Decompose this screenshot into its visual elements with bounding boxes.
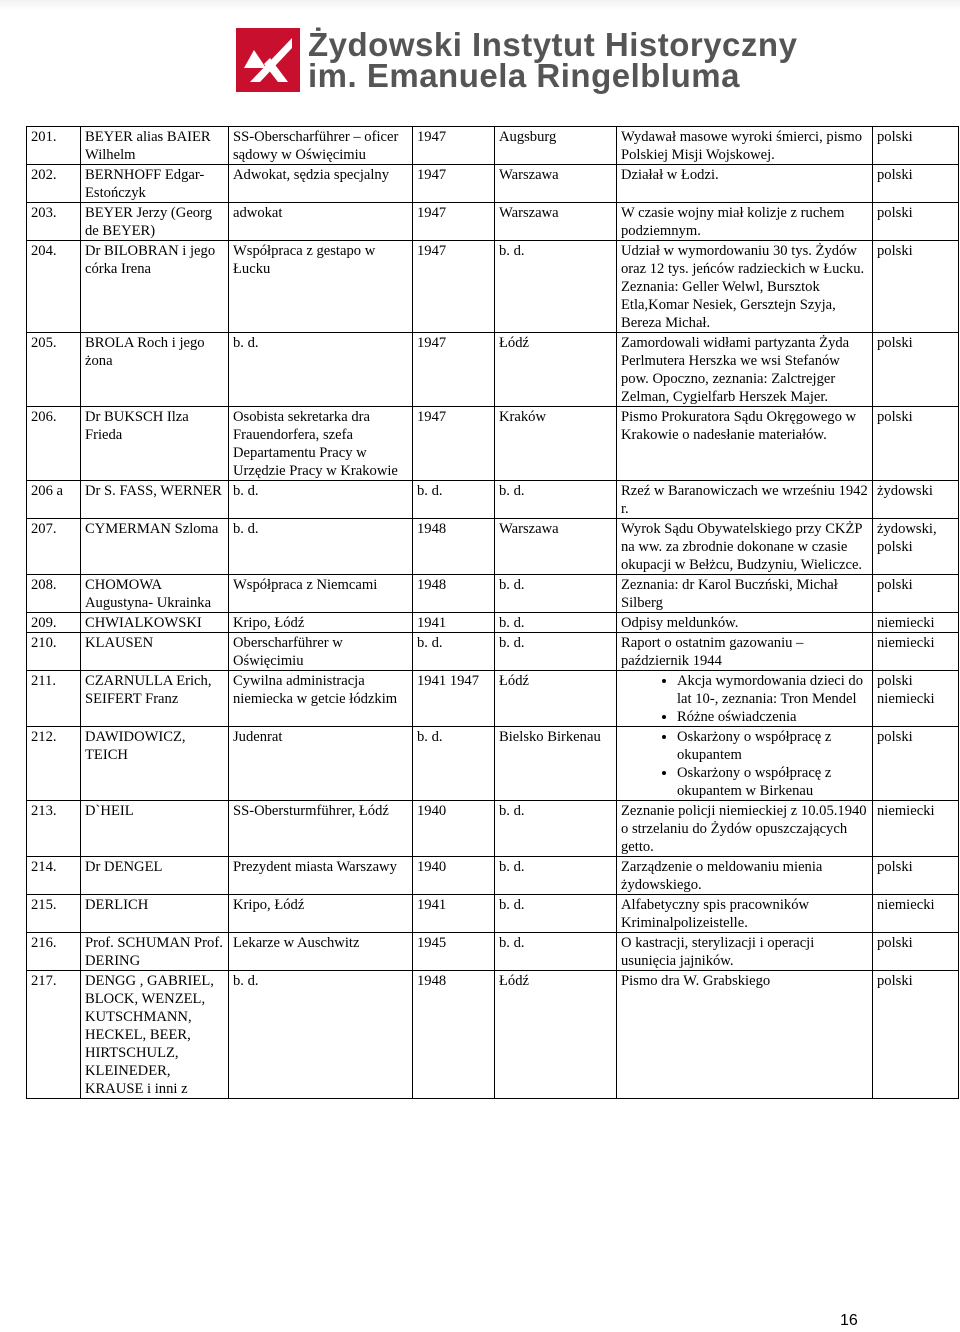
cell-name: D`HEIL	[81, 801, 229, 857]
cell-language: polski	[873, 971, 959, 1099]
cell-place: b. d.	[495, 933, 617, 971]
cell-description: W czasie wojny miał kolizje z ruchem podziemnym.	[617, 203, 873, 241]
cell-place: b. d.	[495, 575, 617, 613]
cell-language: polski	[873, 333, 959, 407]
cell-number: 207.	[27, 519, 81, 575]
top-rule	[0, 0, 960, 10]
cell-name: CZARNULLA Erich, SEIFERT Franz	[81, 671, 229, 727]
page-header	[0, 0, 960, 110]
cell-name: Dr BUKSCH Ilza Frieda	[81, 407, 229, 481]
table-row	[27, 857, 959, 895]
cell-function: Judenrat	[229, 727, 413, 801]
cell-name: BEYER Jerzy (Georg de BEYER)	[81, 203, 229, 241]
cell-name: Prof. SCHUMAN Prof. DERING	[81, 933, 229, 971]
cell-description: Pismo dra W. Grabskiego	[617, 971, 873, 1099]
cell-place: Łódź	[495, 971, 617, 1099]
cell-place: Warszawa	[495, 165, 617, 203]
cell-place: b. d.	[495, 857, 617, 895]
cell-name: CHOMOWA Augustyna- Ukrainka	[81, 575, 229, 613]
cell-number: 211.	[27, 671, 81, 727]
cell-number: 209.	[27, 613, 81, 633]
cell-language: polski	[873, 165, 959, 203]
cell-description: O kastracji, sterylizacji i operacji usunięcia jajników.	[617, 933, 873, 971]
cell-function: Osobista sekretarka dra Frauendorfera, szefa Departamentu Pracy w Urzędzie Pracy w Krakowie	[229, 407, 413, 481]
cell-description: Wydawał masowe wyroki śmierci, pismo Polskiej Misji Wojskowej.	[617, 127, 873, 165]
zih-logo-icon	[236, 28, 300, 92]
cell-year: 1941	[413, 895, 495, 933]
cell-place: b. d.	[495, 241, 617, 333]
table-row	[27, 127, 959, 165]
cell-name: Dr S. FASS, WERNER	[81, 481, 229, 519]
cell-function: b. d.	[229, 519, 413, 575]
table-row	[27, 671, 959, 727]
cell-year: 1948	[413, 971, 495, 1099]
cell-year: 1947	[413, 407, 495, 481]
records-table-container	[26, 126, 958, 1099]
cell-name: DERLICH	[81, 895, 229, 933]
cell-language: polski	[873, 857, 959, 895]
cell-year: 1947	[413, 241, 495, 333]
cell-function: Współpraca z gestapo w Łucku	[229, 241, 413, 333]
table-row	[27, 727, 959, 801]
cell-place: b. d.	[495, 613, 617, 633]
cell-name: BROLA Roch i jego żona	[81, 333, 229, 407]
cell-name: CYMERMAN Szloma	[81, 519, 229, 575]
cell-number: 216.	[27, 933, 81, 971]
cell-year: 1945	[413, 933, 495, 971]
cell-number: 202.	[27, 165, 81, 203]
cell-function: adwokat	[229, 203, 413, 241]
cell-name: BEYER alias BAIER Wilhelm	[81, 127, 229, 165]
logo-title: Żydowski Instytut Historyczny	[308, 26, 798, 63]
cell-description: Odpisy meldunków.	[617, 613, 873, 633]
cell-description: Wyrok Sądu Obywatelskiego przy CKŻP na ww. za zbrodnie dokonane w czasie okupacji w Bełżcu, Budzyniu, Wieliczce.	[617, 519, 873, 575]
cell-function: b. d.	[229, 481, 413, 519]
cell-number: 215.	[27, 895, 81, 933]
cell-language: polski	[873, 241, 959, 333]
cell-number: 217.	[27, 971, 81, 1099]
cell-place: Łódź	[495, 671, 617, 727]
cell-name: Dr BILOBRAN i jego córka Irena	[81, 241, 229, 333]
cell-year: 1947	[413, 333, 495, 407]
table-row	[27, 613, 959, 633]
cell-language: niemiecki	[873, 633, 959, 671]
cell-language: polski	[873, 203, 959, 241]
table-row	[27, 333, 959, 407]
table-row	[27, 165, 959, 203]
table-row	[27, 407, 959, 481]
cell-function: SS-Obersturmführer, Łódź	[229, 801, 413, 857]
table-row	[27, 575, 959, 613]
cell-place: b. d.	[495, 895, 617, 933]
cell-description: Działał w Łodzi.	[617, 165, 873, 203]
cell-description: Pismo Prokuratora Sądu Okręgowego w Krakowie o nadesłanie materiałów.	[617, 407, 873, 481]
cell-language: polski	[873, 727, 959, 801]
cell-name: BERNHOFF Edgar- Estończyk	[81, 165, 229, 203]
cell-function: b. d.	[229, 333, 413, 407]
cell-number: 210.	[27, 633, 81, 671]
cell-year: b. d.	[413, 481, 495, 519]
cell-language: żydowski	[873, 481, 959, 519]
table-row	[27, 481, 959, 519]
table-row	[27, 933, 959, 971]
cell-number: 212.	[27, 727, 81, 801]
logo-subtitle: im. Emanuela Ringelbluma	[308, 57, 740, 94]
cell-place: Warszawa	[495, 203, 617, 241]
table-row	[27, 203, 959, 241]
cell-year: 1940	[413, 857, 495, 895]
cell-number: 206.	[27, 407, 81, 481]
description-list-item: • Oskarżony o współpracę z okupantem	[677, 728, 869, 764]
cell-number: 213.	[27, 801, 81, 857]
cell-function: Oberscharführer w Oświęcimiu	[229, 633, 413, 671]
cell-year: 1948	[413, 575, 495, 613]
cell-place: b. d.	[495, 481, 617, 519]
cell-year: 1947	[413, 127, 495, 165]
cell-place: Kraków	[495, 407, 617, 481]
table-row	[27, 971, 959, 1099]
cell-description	[617, 671, 873, 727]
description-list-item: • Różne oświadczenia	[677, 708, 869, 726]
cell-language: niemiecki	[873, 613, 959, 633]
cell-language: niemiecki	[873, 801, 959, 857]
cell-language: polski	[873, 407, 959, 481]
cell-place: b. d.	[495, 633, 617, 671]
cell-year: 1941 1947	[413, 671, 495, 727]
cell-language: polski	[873, 933, 959, 971]
cell-function: Cywilna administracja niemiecka w getcie łódzkim	[229, 671, 413, 727]
cell-description: Raport o ostatnim gazowaniu – październik 1944	[617, 633, 873, 671]
cell-description: Zarządzenie o meldowaniu mienia żydowskiego.	[617, 857, 873, 895]
cell-year: 1947	[413, 203, 495, 241]
cell-function: Lekarze w Auschwitz	[229, 933, 413, 971]
cell-language: polski niemiecki	[873, 671, 959, 727]
cell-language: niemiecki	[873, 895, 959, 933]
table-row	[27, 801, 959, 857]
cell-description: Zeznania: dr Karol Buczński, Michał Silberg	[617, 575, 873, 613]
cell-number: 214.	[27, 857, 81, 895]
cell-place: Łódź	[495, 333, 617, 407]
cell-function: SS-Oberscharführer – oficer sądowy w Oświęcimiu	[229, 127, 413, 165]
table-row	[27, 633, 959, 671]
cell-language: polski	[873, 127, 959, 165]
cell-place: Augsburg	[495, 127, 617, 165]
cell-description: Alfabetyczny spis pracowników Kriminalpolizeistelle.	[617, 895, 873, 933]
table-row	[27, 519, 959, 575]
cell-year: 1941	[413, 613, 495, 633]
cell-year: b. d.	[413, 727, 495, 801]
cell-year: 1940	[413, 801, 495, 857]
description-list-item: • Oskarżony o współpracę z okupantem w Birkenau	[677, 764, 869, 800]
cell-name: CHWIALKOWSKI	[81, 613, 229, 633]
cell-function: Współpraca z Niemcami	[229, 575, 413, 613]
cell-number: 205.	[27, 333, 81, 407]
cell-description: Zeznanie policji niemieckiej z 10.05.1940 o strzelaniu do Żydów opuszczających getto.	[617, 801, 873, 857]
records-table	[26, 126, 959, 1099]
cell-number: 208.	[27, 575, 81, 613]
cell-name: DENGG , GABRIEL, BLOCK, WENZEL, KUTSCHMANN, HECKEL, BEER, HIRTSCHULZ, KLEINEDER, KRAUSE i inni z	[81, 971, 229, 1099]
cell-name: KLAUSEN	[81, 633, 229, 671]
cell-year: 1948	[413, 519, 495, 575]
cell-language: polski	[873, 575, 959, 613]
description-list-item: • Akcja wymordowania dzieci do lat 10-, zeznania: Tron Mendel	[677, 672, 869, 708]
cell-number: 204.	[27, 241, 81, 333]
cell-number: 206 a	[27, 481, 81, 519]
cell-function: Prezydent miasta Warszawy	[229, 857, 413, 895]
cell-place: Bielsko Birkenau	[495, 727, 617, 801]
description-list	[621, 672, 869, 726]
cell-language: żydowski, polski	[873, 519, 959, 575]
table-row	[27, 895, 959, 933]
cell-description: Zamordowali widłami partyzanta Żyda Perlmutera Herszka we wsi Stefanów pow. Opoczno, zeznania: Zalctrejger Zelman, Cygielfarb Herszek Majer.	[617, 333, 873, 407]
cell-year: b. d.	[413, 633, 495, 671]
cell-function: Kripo, Łódź	[229, 895, 413, 933]
cell-year: 1947	[413, 165, 495, 203]
cell-function: Kripo, Łódź	[229, 613, 413, 633]
cell-place: Warszawa	[495, 519, 617, 575]
cell-name: Dr DENGEL	[81, 857, 229, 895]
description-list	[621, 728, 869, 800]
cell-function: b. d.	[229, 971, 413, 1099]
cell-number: 201.	[27, 127, 81, 165]
records-table-body	[27, 127, 959, 1099]
cell-place: b. d.	[495, 801, 617, 857]
cell-description	[617, 727, 873, 801]
cell-name: DAWIDOWICZ, TEICH	[81, 727, 229, 801]
cell-description: Udział w wymordowaniu 30 tys. Żydów oraz 12 tys. jeńców radzieckich w Łucku. Zeznania: Geller Welwl, Bursztok Etla,Komar Nesiek, Gersztejn Szyja, Bereza Michał.	[617, 241, 873, 333]
cell-function: Adwokat, sędzia specjalny	[229, 165, 413, 203]
cell-number: 203.	[27, 203, 81, 241]
page-number: 16	[840, 1312, 858, 1329]
table-row	[27, 241, 959, 333]
cell-description: Rzeź w Baranowiczach we wrześniu 1942 r.	[617, 481, 873, 519]
